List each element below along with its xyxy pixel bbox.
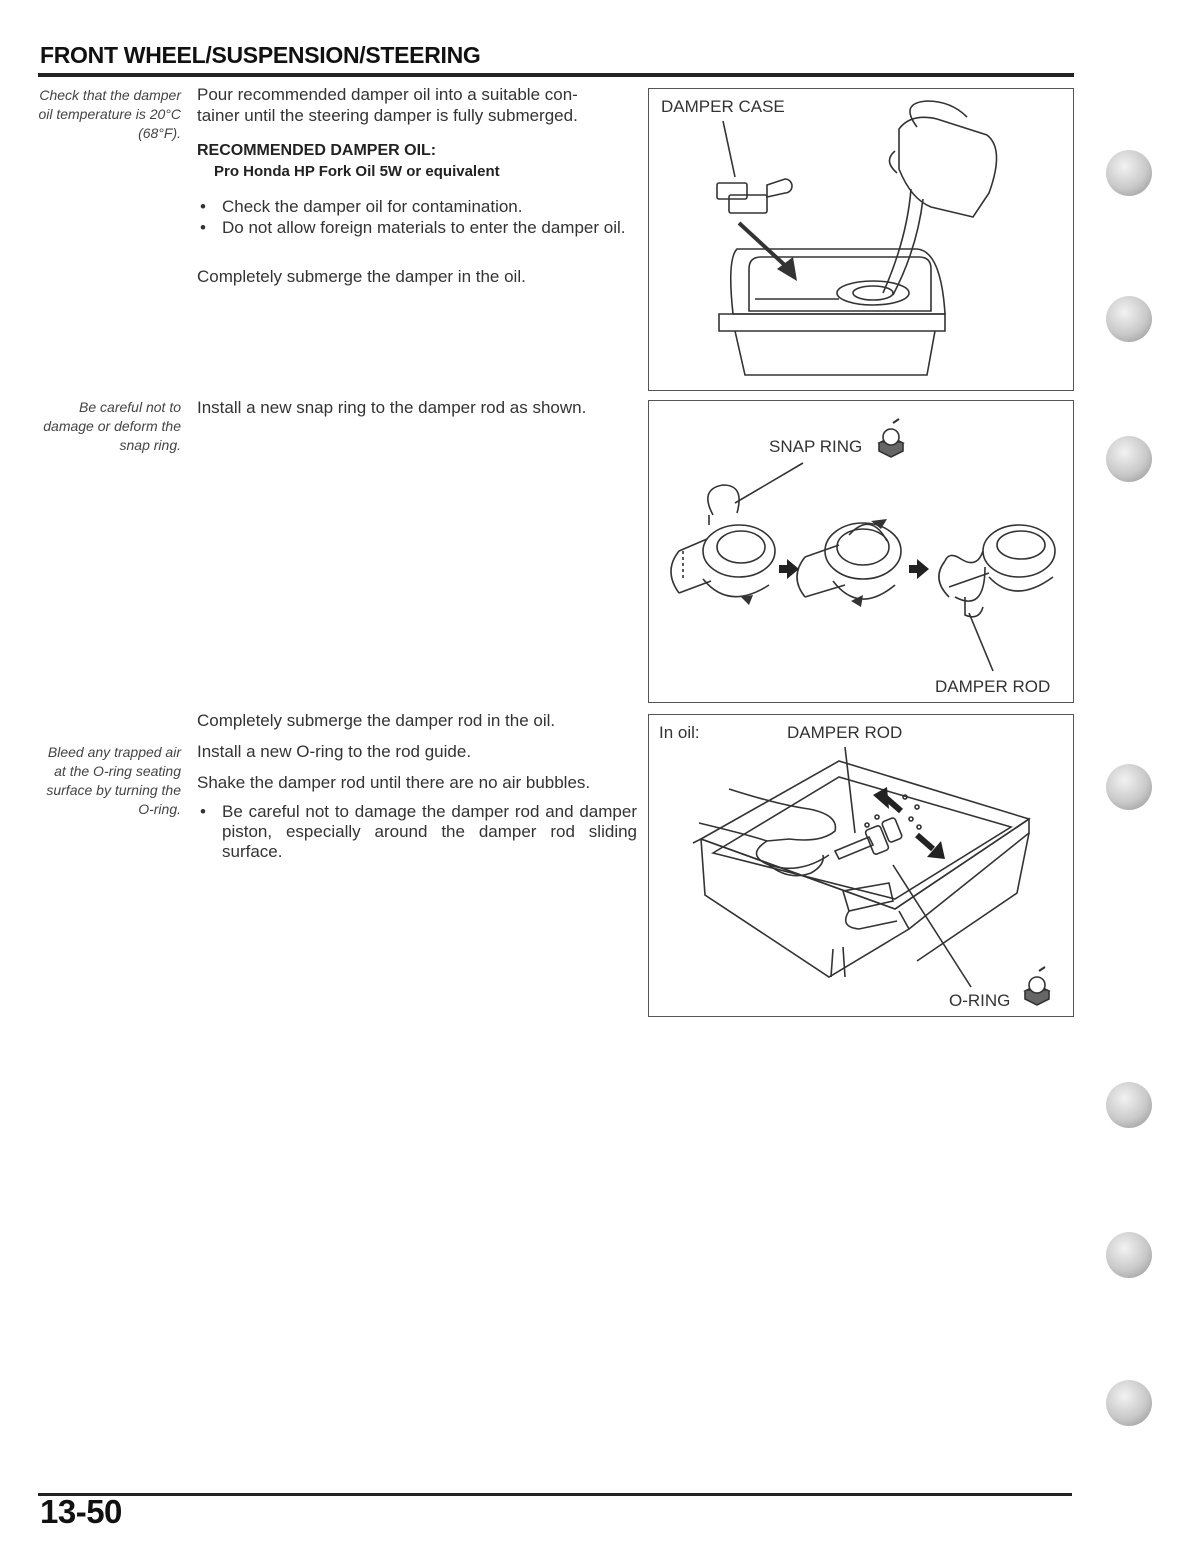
o-ring-label: O-RING (949, 991, 1011, 1010)
recommended-oil-heading: RECOMMENDED DAMPER OIL: (197, 142, 437, 159)
figure-o-ring (648, 714, 1074, 1017)
header-rule (38, 73, 1074, 77)
rod-bullet-list (197, 802, 637, 862)
damper-case-illustration (649, 89, 1073, 390)
pour-oil-paragraph (197, 84, 637, 126)
index-tab (1106, 764, 1152, 810)
snap-ring-label: SNAP RING (769, 437, 863, 456)
install-snap-ring-text: Install a new snap ring to the damper rod as shown. (197, 398, 587, 417)
figure-damper-case (648, 88, 1074, 391)
damper-case-label: DAMPER CASE (661, 97, 785, 116)
figure-snap-ring (648, 400, 1074, 703)
side-note-snap-ring: Be careful not to damage or deform the snap ring. (43, 399, 181, 453)
recommended-oil-spec: Pro Honda HP Fork Oil 5W or equivalent (214, 163, 500, 180)
page-title: FRONT WHEEL/SUSPENSION/STEERING (40, 42, 481, 68)
page-number: 13-50 (40, 1493, 122, 1530)
side-note-bleed-air: Bleed any trapped air at the O-ring seating surface by turning the O-ring. (46, 744, 181, 817)
index-tab (1106, 436, 1152, 482)
index-tab (1106, 150, 1152, 196)
submerge-damper-text: Completely submerge the damper in the oil. (197, 267, 526, 286)
bullet-item: • Be careful not to damage the damper rod and damper piston, especially around the damper rod sliding surface. (197, 802, 637, 862)
index-tab (1106, 1232, 1152, 1278)
o-ring-illustration (649, 715, 1073, 1016)
index-tab (1106, 296, 1152, 342)
submerge-rod-text: Completely submerge the damper rod in the oil. (197, 711, 556, 730)
bullet-item: • Check the damper oil for contamination. (197, 196, 637, 217)
new-part-icon (879, 419, 903, 457)
oil-bullet-list (197, 196, 637, 238)
pour-oil-line-1: Pour recommended damper oil into a suitable con- (197, 85, 578, 104)
snap-ring-illustration (649, 401, 1073, 702)
footer-rule (38, 1493, 1072, 1496)
pour-oil-line-2: tainer until the steering damper is fully submerged. (197, 106, 578, 125)
shake-rod-text: Shake the damper rod until there are no air bubbles. (197, 773, 591, 792)
damper-rod-label: DAMPER ROD (787, 723, 903, 742)
damper-rod-label: DAMPER ROD (935, 677, 1051, 696)
side-note-oil-temperature: Check that the damper oil temperature is 20°C (68°F). (38, 87, 181, 141)
new-part-icon (1025, 967, 1049, 1005)
index-tab (1106, 1082, 1152, 1128)
in-oil-label: In oil: (659, 723, 700, 742)
install-o-ring-text: Install a new O-ring to the rod guide. (197, 742, 472, 761)
index-tab (1106, 1380, 1152, 1426)
bullet-item: • Do not allow foreign materials to enter the damper oil. (197, 217, 637, 238)
